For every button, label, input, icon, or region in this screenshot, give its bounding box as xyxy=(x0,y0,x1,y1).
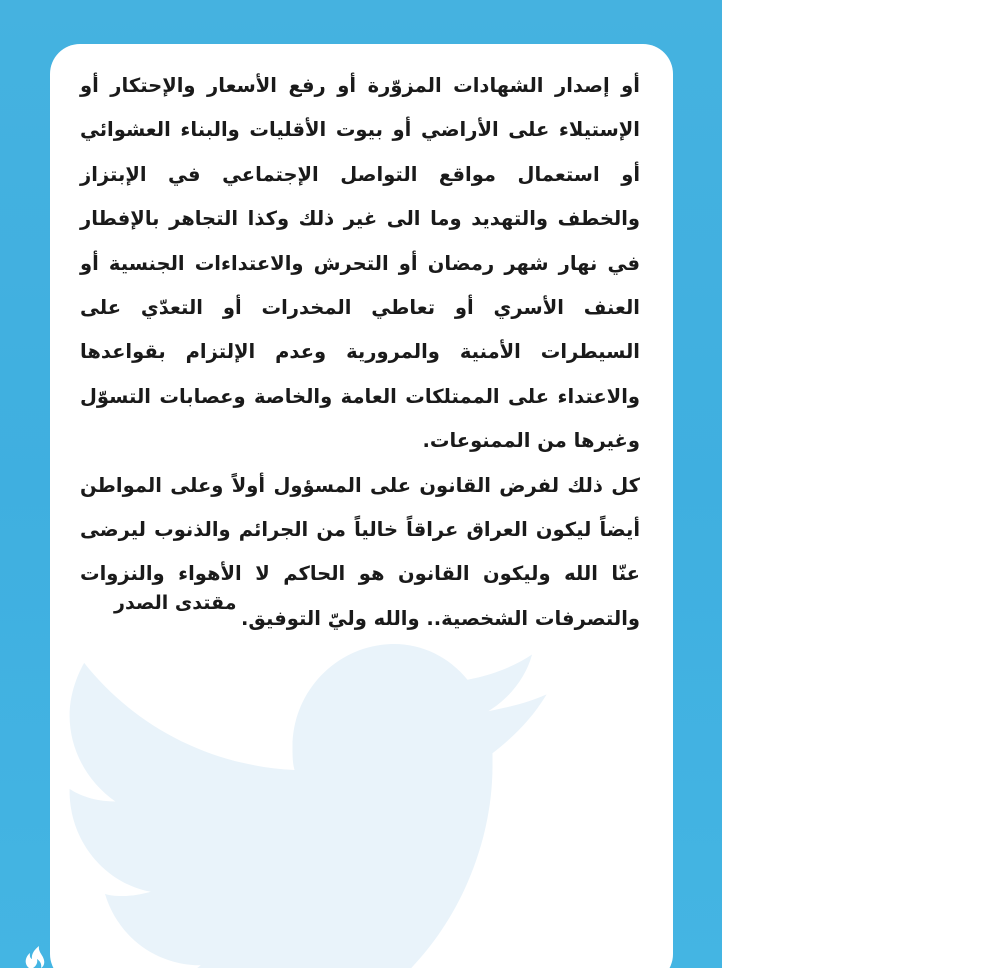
statement-text xyxy=(80,64,640,641)
flame-logo-icon xyxy=(20,944,50,968)
statement-paragraph-1: أو إصدار الشهادات المزوّرة أو رفع الأسعار والإحتكار أو الإستيلاء على الأراضي أو بيوت الأقليات والبناء العشوائي أو استعمال مواقع التواصل الإجتماعي في الإبتزاز والخطف والتهديد وما الى غير ذلك وكذا التجاهر بالإفطار في نهار شهر رمضان أو التحرش والاعتداءات الجنسية أو العنف الأسري أو تعاطي المخدرات أو التعدّي على السيطرات الأمنية والمرورية وعدم الإلتزام بقواعدها والاعتداء على الممتلكات العامة والخاصة وعصابات التسوّل وغيرها من الممنوعات. xyxy=(80,74,640,453)
twitter-bird-icon xyxy=(55,644,555,968)
statement-card xyxy=(50,44,673,968)
signature: مقتدى الصدر xyxy=(114,592,237,614)
statement-paragraph-2: كل ذلك لفرض القانون على المسؤول أولاً وعلى المواطن أيضاً ليكون العراق عراقاً خالياً من الجرائم والذنوب ليرضى عنّا الله وليكون القانون هو الحاكم لا الأهواء والنزوات والتصرفات الشخصية.. والله وليّ التوفيق. xyxy=(80,473,640,630)
